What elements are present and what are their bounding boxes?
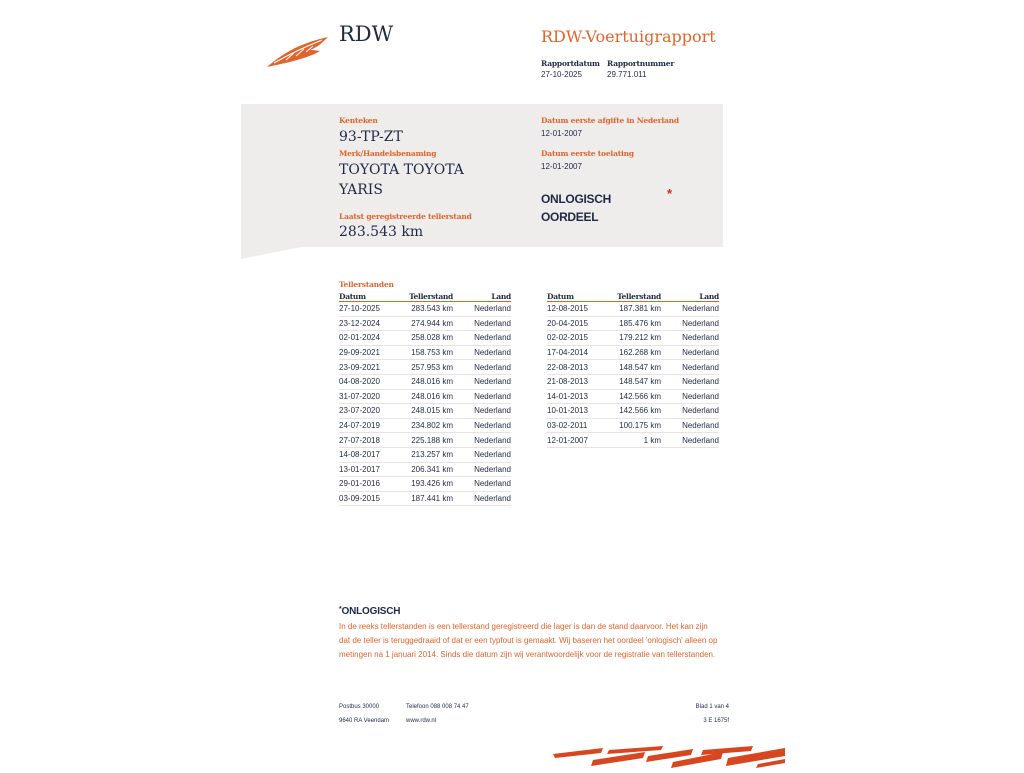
tellerstand-cell: 162.268 km xyxy=(611,345,661,360)
kenteken-value: 93-TP-ZT xyxy=(339,129,403,145)
land-cell: Nederland xyxy=(661,389,719,404)
footer-website[interactable]: www.rdw.nl xyxy=(406,718,437,724)
tellerstand-cell: 187.381 km xyxy=(611,302,661,317)
table-row xyxy=(339,374,511,389)
merk-value-line1: TOYOTA TOYOTA xyxy=(339,162,464,178)
rdw-logo xyxy=(266,34,330,68)
datum-cell: 17-04-2014 xyxy=(547,345,611,360)
table-header-row xyxy=(547,292,719,302)
datum-cell: 12-01-2007 xyxy=(547,433,611,448)
rapportnummer-value: 29.771.011 xyxy=(607,70,647,79)
toelating-value: 12-01-2007 xyxy=(541,162,582,171)
datum-cell: 29-09-2021 xyxy=(339,345,403,360)
datum-cell: 04-08-2020 xyxy=(339,374,403,389)
table-row xyxy=(339,491,511,506)
table-row xyxy=(339,302,511,317)
tellerstand-cell: 248.016 km xyxy=(403,374,453,389)
datum-cell: 13-01-2017 xyxy=(339,462,403,477)
table-row xyxy=(339,360,511,375)
toelating-label: Datum eerste toelating xyxy=(541,149,634,158)
rapportdatum-label: Rapportdatum xyxy=(541,59,600,68)
land-cell: Nederland xyxy=(453,302,511,317)
datum-cell: 23-09-2021 xyxy=(339,360,403,375)
datum-cell: 22-08-2013 xyxy=(547,360,611,375)
table-row xyxy=(547,360,719,375)
tellerstand-cell: 257.953 km xyxy=(403,360,453,375)
datum-cell: 10-01-2013 xyxy=(547,404,611,419)
table-row xyxy=(339,316,511,331)
tellerstand-label: Laatst geregistreerde tellerstand xyxy=(339,212,472,221)
land-cell: Nederland xyxy=(453,345,511,360)
datum-cell: 27-10-2025 xyxy=(339,302,403,317)
land-cell: Nederland xyxy=(661,418,719,433)
tellerstand-cell: 148.547 km xyxy=(611,360,661,375)
datum-cell: 14-01-2013 xyxy=(547,389,611,404)
land-cell: Nederland xyxy=(661,302,719,317)
afgifte-value: 12-01-2007 xyxy=(541,129,582,138)
table-row xyxy=(547,316,719,331)
tellerstand-cell: 193.426 km xyxy=(403,477,453,492)
oordeel-line1: ONLOGISCH xyxy=(541,192,611,206)
footer-postbus: Postbus 30000 xyxy=(339,704,380,710)
land-cell: Nederland xyxy=(661,316,719,331)
land-cell: Nederland xyxy=(661,360,719,375)
kenteken-label: Kenteken xyxy=(339,116,378,125)
datum-cell: 23-07-2020 xyxy=(339,404,403,419)
land-cell: Nederland xyxy=(453,433,511,448)
table-row xyxy=(339,389,511,404)
tellerstand-cell: 100.175 km xyxy=(611,418,661,433)
datum-cell: 21-08-2013 xyxy=(547,374,611,389)
land-cell: Nederland xyxy=(453,418,511,433)
table-row xyxy=(547,404,719,419)
report-title: RDW-Voertuigrapport xyxy=(541,27,716,46)
land-cell: Nederland xyxy=(453,462,511,477)
tellerstand-cell: 274.944 km xyxy=(403,316,453,331)
table-row xyxy=(339,418,511,433)
tellerstanden-table-left xyxy=(339,292,511,506)
tellerstand-cell: 1 km xyxy=(611,433,661,448)
table-row xyxy=(339,404,511,419)
decorative-stripes xyxy=(553,746,785,768)
tellerstand-cell: 179.212 km xyxy=(611,331,661,346)
land-cell: Nederland xyxy=(453,447,511,462)
land-cell: Nederland xyxy=(661,374,719,389)
col-tellerstand-header: Tellerstand xyxy=(611,292,661,302)
land-cell: Nederland xyxy=(453,404,511,419)
table-row xyxy=(339,477,511,492)
col-datum-header: Datum xyxy=(547,292,611,302)
land-cell: Nederland xyxy=(661,331,719,346)
note-title xyxy=(339,606,400,617)
col-datum-header: Datum xyxy=(339,292,403,302)
table-row xyxy=(547,418,719,433)
table-row xyxy=(547,302,719,317)
tellerstand-value: 283.543 km xyxy=(339,224,424,240)
tellerstand-cell: 283.543 km xyxy=(403,302,453,317)
note-line3: metingen na 1 januari 2014. Sinds die datum zijn wij verantwoordelijk voor de registratie van tellerstanden. xyxy=(339,650,716,659)
tellerstand-cell: 213.257 km xyxy=(403,447,453,462)
rdw-feather-icon xyxy=(266,34,330,68)
land-cell: Nederland xyxy=(453,491,511,506)
oordeel-asterisk: * xyxy=(667,186,673,201)
table-row xyxy=(339,331,511,346)
table-row xyxy=(547,389,719,404)
note-marker: * xyxy=(339,606,342,613)
tellerstand-cell: 206.341 km xyxy=(403,462,453,477)
land-cell: Nederland xyxy=(661,345,719,360)
tellerstand-cell: 185.476 km xyxy=(611,316,661,331)
datum-cell: 31-07-2020 xyxy=(339,389,403,404)
tellerstand-cell: 225.188 km xyxy=(403,433,453,448)
footer-code: 3 E 1675f xyxy=(703,718,729,724)
land-cell: Nederland xyxy=(453,331,511,346)
land-cell: Nederland xyxy=(453,374,511,389)
note-line1: In de reeks tellerstanden is een tellerstand geregistreerd die lager is dan de stand daarvoor. Het kan zijn xyxy=(339,622,708,631)
afgifte-label: Datum eerste afgifte in Nederland xyxy=(541,116,679,125)
tellerstand-cell: 248.015 km xyxy=(403,404,453,419)
note-line2: dat de teller is teruggedraaid of dat er een typfout is gemaakt. Wij baseren het oordeel 'onlogisch' alleen op xyxy=(339,636,718,645)
brand-name: RDW xyxy=(339,22,394,46)
footer-plaats: 9640 RA Veendam xyxy=(339,718,390,724)
merk-value-line2: YARIS xyxy=(339,182,383,198)
datum-cell: 03-02-2011 xyxy=(547,418,611,433)
datum-cell: 03-09-2015 xyxy=(339,491,403,506)
table-row xyxy=(339,462,511,477)
table-header-row xyxy=(339,292,511,302)
datum-cell: 12-08-2015 xyxy=(547,302,611,317)
rapportdatum-value: 27-10-2025 xyxy=(541,70,582,79)
table-row xyxy=(339,345,511,360)
tellerstand-cell: 187.441 km xyxy=(403,491,453,506)
footer-telefoon: Telefoon 088 008 74 47 xyxy=(406,704,469,710)
tellerstand-cell: 158.753 km xyxy=(403,345,453,360)
col-tellerstand-header: Tellerstand xyxy=(403,292,453,302)
datum-cell: 02-02-2015 xyxy=(547,331,611,346)
tellerstanden-title: Tellerstanden xyxy=(339,280,394,289)
tellerstand-cell: 234.802 km xyxy=(403,418,453,433)
vehicle-summary-panel xyxy=(241,104,723,247)
land-cell: Nederland xyxy=(661,404,719,419)
merk-label: Merk/Handelsbenaming xyxy=(339,149,437,158)
table-row xyxy=(547,345,719,360)
land-cell: Nederland xyxy=(453,389,511,404)
oordeel-line2: OORDEEL xyxy=(541,210,599,224)
land-cell: Nederland xyxy=(661,433,719,448)
datum-cell: 24-07-2019 xyxy=(339,418,403,433)
table-row xyxy=(339,447,511,462)
datum-cell: 02-01-2024 xyxy=(339,331,403,346)
tellerstand-cell: 148.547 km xyxy=(611,374,661,389)
rapportnummer-label: Rapportnummer xyxy=(607,59,675,68)
tellerstand-cell: 258.028 km xyxy=(403,331,453,346)
datum-cell: 20-04-2015 xyxy=(547,316,611,331)
land-cell: Nederland xyxy=(453,316,511,331)
table-row xyxy=(547,374,719,389)
datum-cell: 14-08-2017 xyxy=(339,447,403,462)
note-title-text: ONLOGISCH xyxy=(341,606,401,617)
tellerstanden-table-right xyxy=(547,292,719,448)
col-land-header: Land xyxy=(453,292,511,302)
tellerstand-cell: 248.016 km xyxy=(403,389,453,404)
datum-cell: 23-12-2024 xyxy=(339,316,403,331)
col-land-header: Land xyxy=(661,292,719,302)
land-cell: Nederland xyxy=(453,477,511,492)
footer-page-number: Blad 1 van 4 xyxy=(695,704,729,710)
tellerstand-cell: 142.566 km xyxy=(611,404,661,419)
table-row xyxy=(547,433,719,448)
table-row xyxy=(339,433,511,448)
table-row xyxy=(547,331,719,346)
tellerstand-cell: 142.566 km xyxy=(611,389,661,404)
panel-notch xyxy=(241,247,301,259)
land-cell: Nederland xyxy=(453,360,511,375)
datum-cell: 29-01-2016 xyxy=(339,477,403,492)
datum-cell: 27-07-2018 xyxy=(339,433,403,448)
